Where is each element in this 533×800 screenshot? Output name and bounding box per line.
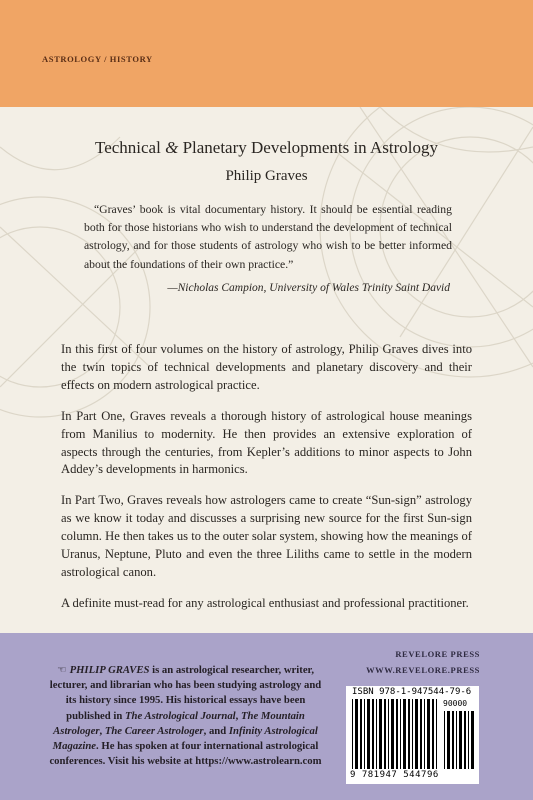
barcode-bar: [415, 699, 418, 769]
bio-publication: The Career Astrologer: [104, 724, 204, 737]
barcode-bar: [436, 699, 437, 769]
barcode-bar: [379, 699, 382, 769]
book-title: [0, 138, 533, 158]
ean-barcode-bars: [352, 699, 440, 769]
barcode-bar: [396, 699, 398, 769]
bio-publication: Infinity Astrological Magazine: [52, 724, 318, 753]
barcode-bar: [459, 711, 462, 769]
barcode-bar: [412, 699, 413, 769]
barcode-bar: [468, 711, 469, 769]
barcode-bar: [420, 699, 422, 769]
barcode-bar: [403, 699, 406, 769]
description-paragraph: A definite must-read for any astrological enthusiast and professional practitioner.: [61, 595, 469, 610]
barcode-bar: [360, 699, 362, 769]
barcode-bar: [388, 699, 389, 769]
bio-separator: , and: [203, 724, 229, 737]
barcode-bar: [444, 711, 445, 769]
barcode-bar: [372, 699, 374, 769]
isbn-text: ISBN 978-1-947544-79-6: [352, 687, 472, 697]
price-barcode-bars: [444, 711, 474, 769]
bio-separator: ,: [99, 724, 105, 737]
category-label: ASTROLOGY / HISTORY: [42, 54, 153, 64]
description: [61, 341, 472, 626]
bio-text-2: . He has spoken at four international astrological conferences. Visit his website at https://www.astrolearn.com: [49, 740, 322, 768]
title-part-1: Technical: [95, 138, 166, 157]
description-paragraph: In Part Two, Graves reveals how astrologers came to create “Sun-sign” astrology as we know it today and discusses a surprising new source for the first Sun-sign column. He then takes us to the outer solar system, showing how the meanings of Uranus, Neptune, Pluto and even the three Liliths came to settle in the modern astrological canon.: [61, 493, 472, 579]
barcode-bar: [456, 711, 457, 769]
price-code: 90000: [443, 699, 468, 708]
barcode-bar: [364, 699, 365, 769]
barcode-bar: [427, 699, 430, 769]
spine-edge-text: [507, 650, 527, 790]
author-bio: [44, 663, 327, 769]
barcode-bar: [352, 699, 353, 769]
bio-author-name: PHILIP GRAVES: [69, 664, 150, 676]
barcode-bar: [424, 699, 425, 769]
barcode-bar: [452, 711, 454, 769]
publisher-website: WWW.REVELORE.PRESS: [366, 665, 480, 675]
bio-text-1: is an astrological researcher, writer, lecturer, and librarian who has been studying astrology and its history since 1995. His historical essays have been published in: [49, 664, 322, 722]
barcode-bar: [464, 711, 466, 769]
publisher-name: REVELORE PRESS: [395, 649, 480, 659]
title-ampersand: &: [165, 138, 179, 157]
description-paragraph: In Part One, Graves reveals a thorough history of astrological house meanings from Manilius to modernity. He then provides an extensive exploration of aspects through the centuries, from Kepler’s additions to minor aspects to John Addey’s developments in harmonics.: [61, 408, 472, 477]
barcode-bar: [391, 699, 394, 769]
barcode-bar: [376, 699, 377, 769]
barcode-bar: [432, 699, 434, 769]
book-author: Philip Graves: [225, 168, 308, 184]
barcode-bar: [384, 699, 386, 769]
bio-publication: The Astrological Journal: [124, 709, 236, 722]
barcode-bar: [447, 711, 450, 769]
title-part-2: Planetary Developments in Astrology: [178, 138, 438, 157]
barcode-bar: [408, 699, 410, 769]
barcode-bar: [367, 699, 370, 769]
barcode-bar: [400, 699, 401, 769]
barcode-bar: [355, 699, 358, 769]
bio-publication: The Mountain Astrologer: [53, 709, 305, 737]
pointing-hand-icon: ☜: [56, 664, 67, 676]
barcode-bar: [471, 711, 474, 769]
publisher-block: [366, 646, 480, 678]
barcode-digits: 9 781947 544796: [350, 770, 439, 780]
endorsement-quote: “Graves’ book is vital documentary history. It should be essential reading both for those historians who wish to understand the development of technical astrology, and for those students of astrology who wish to be better informed about the foundations of their own practice.”: [84, 203, 452, 271]
barcode: [346, 686, 479, 784]
quote-attribution: —Nicholas Campion, University of Wales Trinity Saint David: [167, 282, 450, 294]
bio-separator: ,: [235, 709, 241, 722]
description-paragraph: In this first of four volumes on the history of astrology, Philip Graves dives into the twin topics of technical developments and planetary discovery and their effects on modern astrological practice.: [61, 342, 472, 392]
